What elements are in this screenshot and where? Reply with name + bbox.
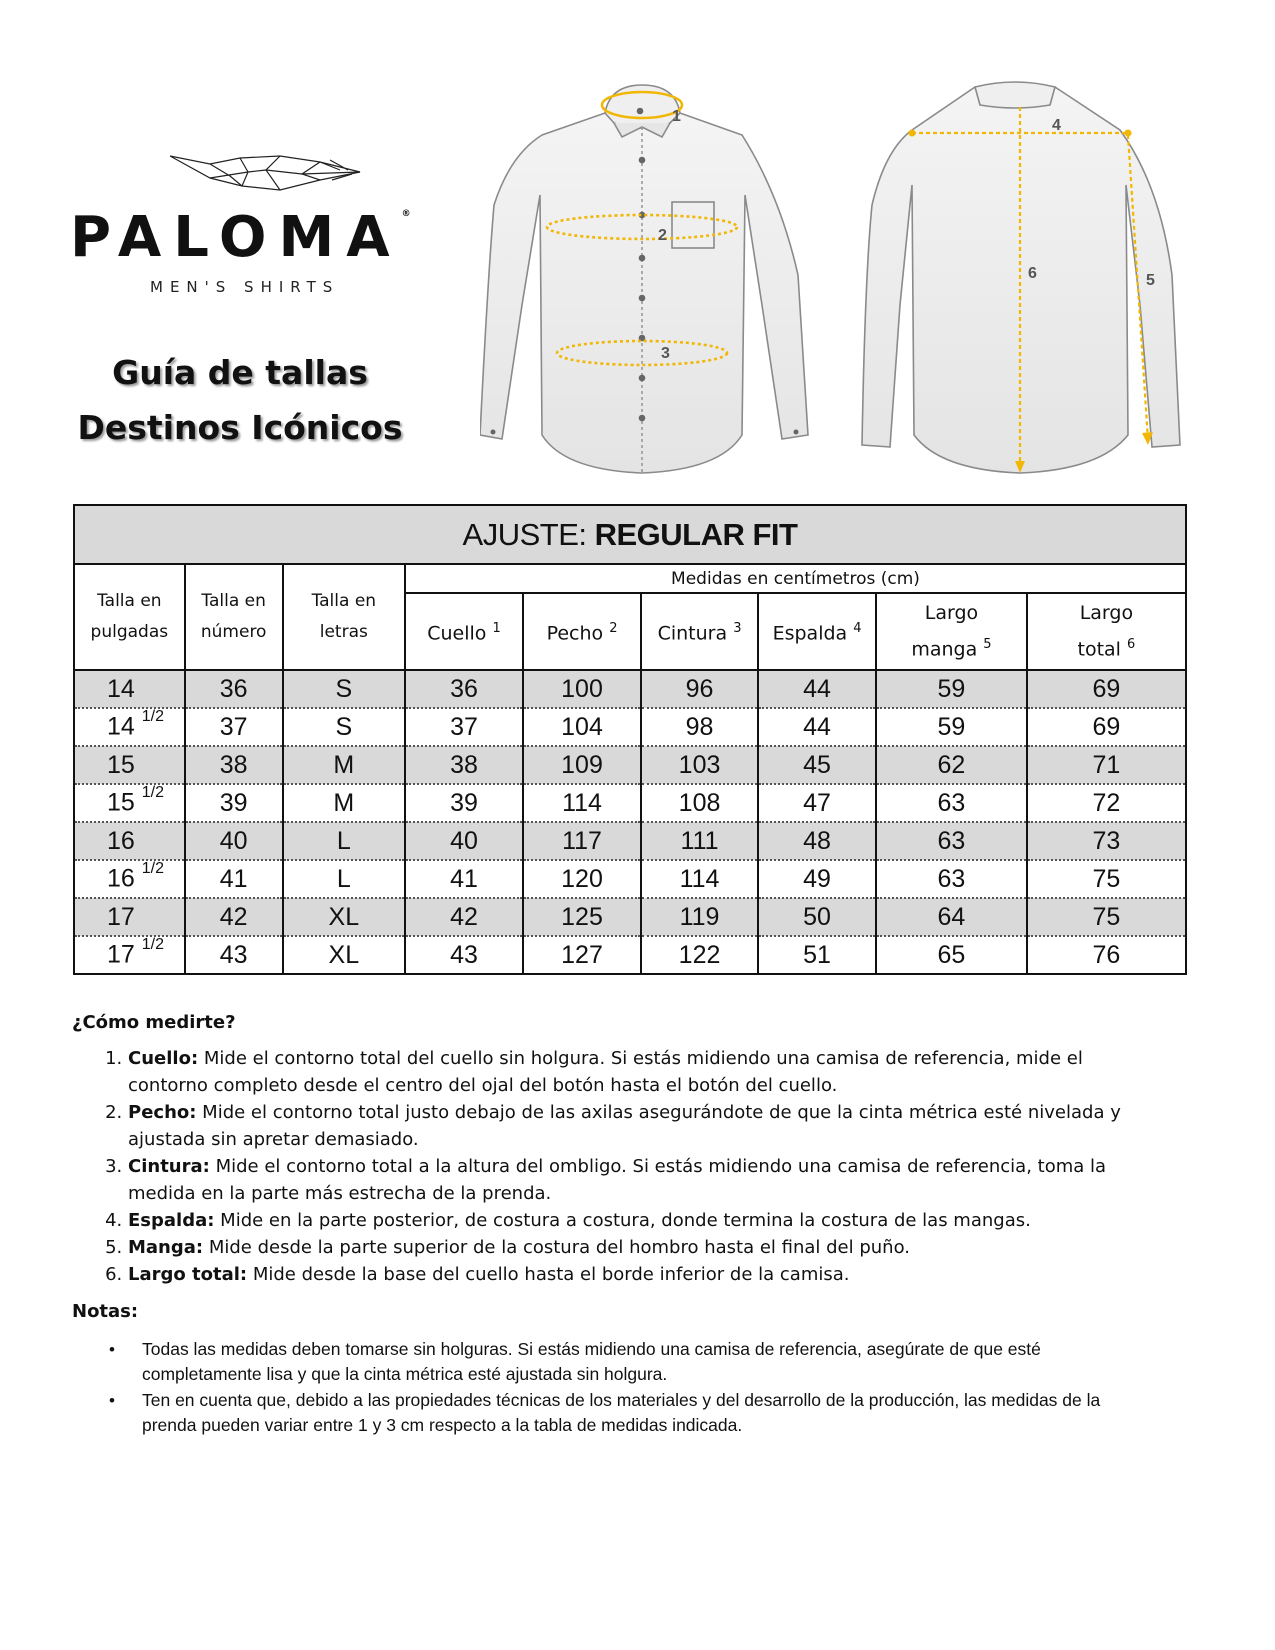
cell-espalda: 51 xyxy=(758,936,876,974)
cell-total: 75 xyxy=(1027,898,1186,936)
cell-cuello: 42 xyxy=(405,898,523,936)
cell-letter: XL xyxy=(283,898,405,936)
how-to-list xyxy=(72,1045,1152,1288)
cell-inch: 14 xyxy=(74,670,185,708)
page-subtitle: Destinos Icónicos xyxy=(77,408,403,447)
cell-espalda: 44 xyxy=(758,670,876,708)
how-to-item: 2. Pecho: Mide el contorno total justo debajo de las axilas asegurándote de que la cinta métrica esté nivelada y ajustada sin apretar demasiado. xyxy=(128,1099,1152,1153)
cell-total: 72 xyxy=(1027,784,1186,822)
how-to-title: ¿Cómo medirte? xyxy=(72,1012,236,1033)
cell-cuello: 40 xyxy=(405,822,523,860)
cell-manga: 59 xyxy=(876,708,1027,746)
measure-label-2: 2 xyxy=(658,227,667,244)
cell-pecho: 104 xyxy=(523,708,641,746)
shirt-front xyxy=(480,85,808,473)
cell-cuello: 39 xyxy=(405,784,523,822)
note-item: • Ten en cuenta que, debido a las propiedades técnicas de los materiales y del desarrollo de la producción, las medidas de la prenda pueden variar entre 1 y 3 cm respecto a la tabla de medidas indicada. xyxy=(142,1388,1152,1438)
shirt-measurement-diagram xyxy=(480,75,1200,490)
cell-number: 43 xyxy=(185,936,283,974)
measure-instructions xyxy=(72,1009,1152,1439)
col-header-espalda: Espalda $^4$ xyxy=(758,593,876,670)
size-rows xyxy=(74,670,1186,974)
how-to-item: 6. Largo total: Mide desde la base del cuello hasta el borde inferior de la camisa. xyxy=(128,1261,1152,1288)
cell-manga: 63 xyxy=(876,784,1027,822)
cell-manga: 63 xyxy=(876,822,1027,860)
cell-espalda: 48 xyxy=(758,822,876,860)
cell-espalda: 47 xyxy=(758,784,876,822)
cell-manga: 62 xyxy=(876,746,1027,784)
col-header-inch: Talla en pulgadas xyxy=(74,564,185,670)
cell-number: 42 xyxy=(185,898,283,936)
cell-total: 76 xyxy=(1027,936,1186,974)
table-row xyxy=(74,898,1186,936)
notes-title: Notas: xyxy=(72,1301,139,1322)
cell-cintura: 122 xyxy=(641,936,758,974)
cell-pecho: 100 xyxy=(523,670,641,708)
size-chart-table xyxy=(73,504,1187,975)
cell-cintura: 96 xyxy=(641,670,758,708)
cell-total: 73 xyxy=(1027,822,1186,860)
cell-inch: 17 xyxy=(74,898,185,936)
cell-manga: 59 xyxy=(876,670,1027,708)
cell-espalda: 44 xyxy=(758,708,876,746)
cell-espalda: 49 xyxy=(758,860,876,898)
cell-letter: S xyxy=(283,670,405,708)
cell-manga: 65 xyxy=(876,936,1027,974)
table-row xyxy=(74,936,1186,974)
cell-cuello: 38 xyxy=(405,746,523,784)
cell-cintura: 114 xyxy=(641,860,758,898)
col-header-pecho: Pecho $^2$ xyxy=(523,593,641,670)
cell-total: 75 xyxy=(1027,860,1186,898)
cell-inch: 14 $^{1/2}$ xyxy=(74,708,185,746)
cell-number: 36 xyxy=(185,670,283,708)
how-to-item: 4. Espalda: Mide en la parte posterior, de costura a costura, donde termina la costura de las mangas. xyxy=(128,1207,1152,1234)
cell-cintura: 103 xyxy=(641,746,758,784)
measure-label-1: 1 xyxy=(672,108,681,125)
measure-label-6: 6 xyxy=(1028,265,1037,282)
notes-list xyxy=(72,1337,1152,1438)
brand-tagline: MEN'S SHIRTS xyxy=(150,278,340,296)
cell-pecho: 117 xyxy=(523,822,641,860)
cell-cintura: 119 xyxy=(641,898,758,936)
page-title: Guía de tallas xyxy=(112,353,368,392)
cell-cuello: 36 xyxy=(405,670,523,708)
cell-total: 69 xyxy=(1027,708,1186,746)
cell-inch: 17 $^{1/2}$ xyxy=(74,936,185,974)
cell-inch: 15 xyxy=(74,746,185,784)
table-row xyxy=(74,746,1186,784)
table-row xyxy=(74,670,1186,708)
how-to-item: 1. Cuello: Mide el contorno total del cuello sin holgura. Si estás midiendo una camisa de referencia, mide el contorno completo desde el centro del ojal del botón hasta el botón del cuello. xyxy=(128,1045,1152,1099)
table-row xyxy=(74,784,1186,822)
cell-inch: 16 xyxy=(74,822,185,860)
brand-name: PALOMA® xyxy=(70,205,411,270)
cell-inch: 15 $^{1/2}$ xyxy=(74,784,185,822)
col-header-cuello: Cuello $^1$ xyxy=(405,593,523,670)
cell-cintura: 108 xyxy=(641,784,758,822)
cell-inch: 16 $^{1/2}$ xyxy=(74,860,185,898)
brand-logo xyxy=(70,150,430,300)
cell-espalda: 50 xyxy=(758,898,876,936)
cell-letter: M xyxy=(283,784,405,822)
col-header-largo-total: Largo total $^6$ xyxy=(1027,593,1186,670)
cell-pecho: 127 xyxy=(523,936,641,974)
measure-label-5: 5 xyxy=(1146,272,1155,289)
table-row xyxy=(74,822,1186,860)
cell-letter: M xyxy=(283,746,405,784)
note-item: • Todas las medidas deben tomarse sin holguras. Si estás midiendo una camisa de referencia, asegúrate de que esté completamente lisa y que la cinta métrica esté ajustada sin holgura. xyxy=(142,1337,1152,1387)
cell-letter: XL xyxy=(283,936,405,974)
cell-letter: L xyxy=(283,822,405,860)
cell-pecho: 114 xyxy=(523,784,641,822)
col-header-largo-manga: Largo manga $^5$ xyxy=(876,593,1027,670)
col-header-number: Talla en número xyxy=(185,564,283,670)
cell-manga: 64 xyxy=(876,898,1027,936)
cell-number: 41 xyxy=(185,860,283,898)
measures-group-header: Medidas en centímetros (cm) xyxy=(405,564,1186,593)
cell-letter: L xyxy=(283,860,405,898)
page-title-block xyxy=(60,345,420,455)
cell-cuello: 43 xyxy=(405,936,523,974)
cell-cintura: 111 xyxy=(641,822,758,860)
measure-label-4: 4 xyxy=(1052,117,1061,134)
cell-number: 40 xyxy=(185,822,283,860)
cell-pecho: 120 xyxy=(523,860,641,898)
cell-cuello: 41 xyxy=(405,860,523,898)
cell-pecho: 109 xyxy=(523,746,641,784)
table-row xyxy=(74,860,1186,898)
cell-total: 71 xyxy=(1027,746,1186,784)
how-to-item: 3. Cintura: Mide el contorno total a la altura del ombligo. Si estás midiendo una camisa de referencia, toma la medida en la parte más estrecha de la prenda. xyxy=(128,1153,1152,1207)
cell-number: 39 xyxy=(185,784,283,822)
col-header-letters: Talla en letras xyxy=(283,564,405,670)
table-row xyxy=(74,708,1186,746)
cell-cintura: 98 xyxy=(641,708,758,746)
feather-icon xyxy=(170,150,370,192)
cell-espalda: 45 xyxy=(758,746,876,784)
cell-manga: 63 xyxy=(876,860,1027,898)
measure-label-3: 3 xyxy=(661,345,670,362)
cell-letter: S xyxy=(283,708,405,746)
fit-header: AJUSTE: REGULAR FIT xyxy=(74,505,1186,564)
cell-total: 69 xyxy=(1027,670,1186,708)
col-header-cintura: Cintura $^3$ xyxy=(641,593,758,670)
how-to-item: 5. Manga: Mide desde la parte superior de la costura del hombro hasta el final del puño. xyxy=(128,1234,1152,1261)
cell-number: 37 xyxy=(185,708,283,746)
cell-pecho: 125 xyxy=(523,898,641,936)
cell-cuello: 37 xyxy=(405,708,523,746)
cell-number: 38 xyxy=(185,746,283,784)
